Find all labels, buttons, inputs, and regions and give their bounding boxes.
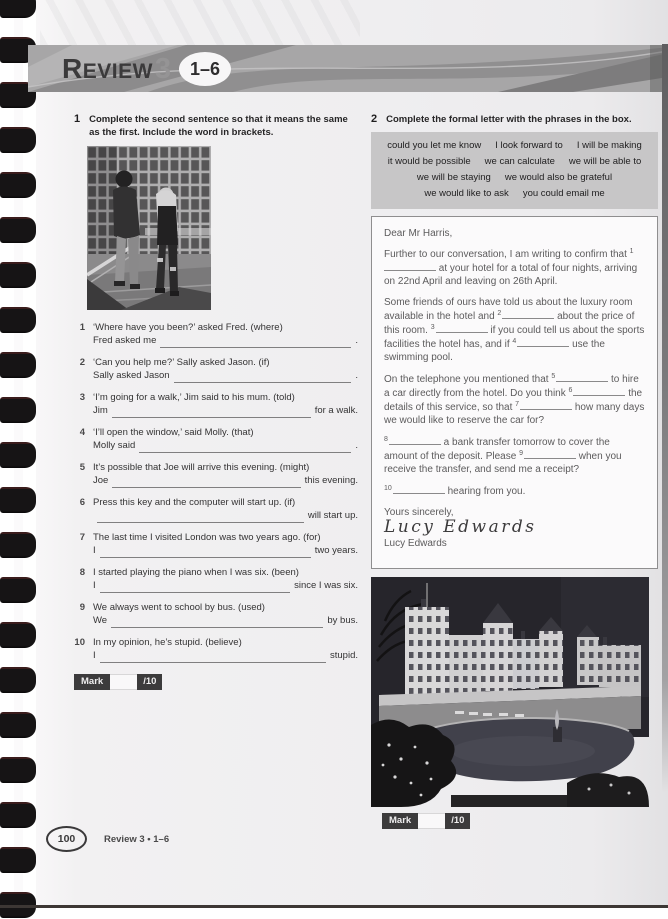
exercise1-item bbox=[74, 601, 358, 628]
phrase: you could email me bbox=[522, 188, 605, 199]
spiral-tab bbox=[0, 802, 36, 828]
spiral-tab bbox=[0, 397, 36, 423]
header-band bbox=[28, 45, 668, 92]
blank-number: 8 bbox=[384, 435, 388, 443]
spiral-tab bbox=[0, 532, 36, 558]
phrase: it would be possible bbox=[387, 156, 471, 167]
answer-blank bbox=[100, 546, 311, 558]
item-prompt: I started playing the piano when I was six. (been) bbox=[93, 567, 299, 578]
blank-number: 2 bbox=[497, 309, 502, 317]
answer-blank bbox=[100, 651, 326, 663]
answer-pre-text: Molly said bbox=[93, 440, 136, 451]
exercise1-item bbox=[74, 636, 358, 663]
exercise2-section bbox=[371, 113, 658, 829]
phrase: we can calculate bbox=[484, 156, 555, 167]
spiral-tab bbox=[0, 217, 36, 243]
item-number: 4 bbox=[79, 427, 85, 438]
item-prompt: The last time I visited London was two years ago. (for) bbox=[93, 532, 321, 543]
letter-blank bbox=[556, 372, 608, 382]
answer-post-text: . bbox=[355, 440, 358, 451]
answer-blank bbox=[139, 441, 351, 453]
spiral-tab bbox=[0, 307, 36, 333]
letter-blank bbox=[502, 309, 554, 319]
answer-post-text: two years. bbox=[314, 545, 358, 556]
answer-post-text: will start up. bbox=[307, 510, 358, 521]
spiral-tab bbox=[0, 487, 36, 513]
answer-pre-text: I bbox=[93, 545, 96, 556]
letter-blank bbox=[436, 323, 488, 333]
spiral-tab bbox=[0, 172, 36, 198]
answer-blank bbox=[111, 616, 323, 628]
item-prompt: ‘Can you help me?’ Sally asked Jason. (if) bbox=[93, 357, 270, 368]
unit-number: 3 bbox=[154, 52, 172, 85]
item-answer-line bbox=[93, 404, 358, 418]
blank-number: 6 bbox=[568, 386, 573, 394]
letter-blank bbox=[389, 435, 441, 445]
item-number: 1 bbox=[79, 322, 85, 333]
phrase: could you let me know bbox=[387, 140, 482, 151]
letter-paragraph: $^8$ a bank transfer tomorrow to cover the amount of the deposit. Please $^9$ when you receive the transfer, and send me a receipt? bbox=[384, 435, 622, 475]
answer-pre-text: We bbox=[93, 615, 108, 626]
students-photo bbox=[87, 146, 211, 310]
item-answer-line bbox=[93, 544, 358, 558]
item-number: 9 bbox=[79, 602, 85, 613]
letter-paragraph: Further to our conversation, I am writing to confirm that $^1$ at your hotel for a total of four nights, arriving on 22nd April and leaving on 26th April. bbox=[384, 247, 638, 287]
formal-letter bbox=[371, 216, 658, 569]
exercise1-item bbox=[74, 461, 358, 488]
spiral-tab bbox=[0, 0, 36, 18]
exercise1-instructions: Complete the second sentence so that it means the same as the first. Include the word in brackets. bbox=[89, 114, 348, 138]
mark-label: Mark bbox=[382, 813, 418, 829]
mark-score-box bbox=[418, 813, 445, 829]
item-answer-line bbox=[93, 614, 358, 628]
phrase: we would like to ask bbox=[424, 188, 509, 199]
answer-post-text: for a walk. bbox=[314, 405, 358, 416]
answer-pre-text: Sally asked Jason bbox=[93, 370, 170, 381]
exercise1-item bbox=[74, 321, 358, 348]
exercise1-item bbox=[74, 566, 358, 593]
spiral-tab bbox=[0, 262, 36, 288]
exercise1-item bbox=[74, 391, 358, 418]
spiral-tab bbox=[0, 622, 36, 648]
phrase-box-line bbox=[375, 154, 654, 170]
item-answer-line bbox=[93, 649, 358, 663]
answer-pre-text: I bbox=[93, 580, 96, 591]
footer bbox=[46, 826, 169, 852]
mark-badge-exercise2 bbox=[382, 813, 470, 829]
spiral-tab bbox=[0, 577, 36, 603]
letter-blank bbox=[573, 386, 625, 396]
item-number: 3 bbox=[79, 392, 85, 403]
phrase-box-line bbox=[375, 186, 654, 202]
letter-signature-printed: Lucy Edwards bbox=[384, 538, 447, 549]
letter-salutation: Dear Mr Harris, bbox=[384, 228, 453, 239]
item-prompt: In my opinion, he’s stupid. (believe) bbox=[93, 637, 242, 648]
phrase: I will be making bbox=[576, 140, 642, 151]
exercise1-number: 1 bbox=[74, 113, 81, 125]
answer-pre-text: Fred asked me bbox=[93, 335, 157, 346]
blank-number: 9 bbox=[519, 449, 523, 457]
answer-blank bbox=[112, 406, 311, 418]
letter-blank bbox=[393, 484, 445, 494]
exercise1-item bbox=[74, 356, 358, 383]
hotel-photo bbox=[371, 577, 649, 807]
spiral-tab bbox=[0, 712, 36, 738]
footer-label: Review 3 • 1–6 bbox=[104, 833, 170, 845]
letter-blank bbox=[384, 261, 436, 271]
answer-pre-text: Jim bbox=[93, 405, 108, 416]
blank-number: 10 bbox=[384, 484, 392, 492]
spiral-tab bbox=[0, 757, 36, 783]
item-number: 6 bbox=[79, 497, 85, 508]
spiral-tab bbox=[0, 667, 36, 693]
spiral-tab bbox=[0, 352, 36, 378]
phrase: we would also be grateful bbox=[504, 172, 613, 183]
answer-blank bbox=[174, 371, 352, 383]
spiral-binding bbox=[0, 0, 40, 919]
mark-max-score: /10 bbox=[445, 813, 470, 829]
mark-badge-exercise1 bbox=[74, 674, 162, 690]
item-number: 7 bbox=[79, 532, 85, 543]
mark-label: Mark bbox=[74, 674, 110, 690]
page-edge-shadow bbox=[662, 44, 668, 792]
exercise2-instructions: Complete the formal letter with the phrases in the box. bbox=[386, 114, 632, 125]
letter-paragraph: On the telephone you mentioned that $^5$ to hire a car directly from the hotel. Do you think $^6$ the details of this service, so that $^7$ how many days we would like to reserve the car for? bbox=[384, 372, 645, 426]
review-title: REVIEW bbox=[62, 53, 153, 84]
item-answer-line bbox=[93, 474, 358, 488]
phrase: we will be able to bbox=[568, 156, 642, 167]
item-prompt: ‘I’ll open the window,’ said Molly. (that) bbox=[93, 427, 254, 438]
answer-post-text: this evening. bbox=[304, 475, 358, 486]
item-number: 8 bbox=[79, 567, 85, 578]
page-bottom-edge bbox=[0, 905, 668, 908]
letter-paragraph: $^{10}$ hearing from you. bbox=[384, 484, 526, 497]
item-answer-line bbox=[93, 579, 358, 593]
phrase-box bbox=[371, 132, 658, 209]
exercise2-number: 2 bbox=[371, 113, 378, 125]
item-prompt: It’s possible that Joe will arrive this evening. (might) bbox=[93, 462, 310, 473]
answer-blank bbox=[100, 581, 290, 593]
answer-post-text: by bus. bbox=[327, 615, 358, 626]
mark-score-box bbox=[110, 674, 137, 690]
blank-number: 4 bbox=[512, 337, 517, 345]
blank-number: 1 bbox=[629, 247, 634, 255]
answer-blank bbox=[160, 336, 351, 348]
exercise1-item bbox=[74, 531, 358, 558]
answer-pre-text: I bbox=[93, 650, 96, 661]
letter-blank bbox=[517, 337, 569, 347]
letter-blank bbox=[524, 449, 576, 459]
item-prompt: Press this key and the computer will start up. (if) bbox=[93, 497, 296, 508]
blank-number: 3 bbox=[430, 323, 435, 331]
letter-closing: Yours sincerely, bbox=[384, 507, 454, 518]
item-answer-line bbox=[93, 509, 358, 523]
answer-pre-text: Joe bbox=[93, 475, 109, 486]
spiral-tab bbox=[0, 127, 36, 153]
item-prompt: ‘I’m going for a walk,’ Jim said to his mum. (told) bbox=[93, 392, 295, 403]
mark-max-score: /10 bbox=[137, 674, 162, 690]
item-prompt: We always went to school by bus. (used) bbox=[93, 602, 265, 613]
exercise1-item bbox=[74, 496, 358, 523]
exercise1-item bbox=[74, 426, 358, 453]
answer-post-text: . bbox=[355, 335, 358, 346]
item-number: 2 bbox=[79, 357, 85, 368]
item-answer-line bbox=[93, 439, 358, 453]
item-answer-line bbox=[93, 334, 358, 348]
phrase: we will be staying bbox=[416, 172, 491, 183]
page-heading bbox=[62, 52, 231, 86]
item-number: 5 bbox=[79, 462, 85, 473]
exercise1-section bbox=[74, 113, 358, 690]
item-answer-line bbox=[93, 369, 358, 383]
answer-post-text: since I was six. bbox=[294, 580, 358, 591]
item-prompt: ‘Where have you been?’ asked Fred. (where) bbox=[93, 322, 283, 333]
answer-post-text: stupid. bbox=[330, 650, 358, 661]
page-top-texture bbox=[40, 0, 360, 45]
spiral-tab bbox=[0, 442, 36, 468]
blank-number: 5 bbox=[551, 372, 556, 380]
phrase: I look forward to bbox=[495, 140, 563, 151]
phrase-box-line bbox=[375, 170, 654, 186]
spiral-tab bbox=[0, 847, 36, 873]
page-number: 100 bbox=[46, 826, 87, 852]
answer-post-text: . bbox=[355, 370, 358, 381]
item-number: 10 bbox=[74, 637, 85, 648]
letter-paragraph: Some friends of ours have told us about the luxury room available in the hotel and $^2$ about the price of this room. $^3$ if you could tell us about the sports facilities the hotel has, and if $^4$ use the swimming pool. bbox=[384, 297, 645, 363]
letter-blank bbox=[520, 400, 572, 410]
answer-blank bbox=[112, 476, 300, 488]
range-badge: 1–6 bbox=[179, 52, 231, 86]
answer-blank bbox=[97, 511, 304, 523]
phrase-box-line bbox=[375, 138, 654, 154]
blank-number: 7 bbox=[515, 400, 520, 408]
letter-signature: Lucy Edwards bbox=[384, 517, 537, 537]
